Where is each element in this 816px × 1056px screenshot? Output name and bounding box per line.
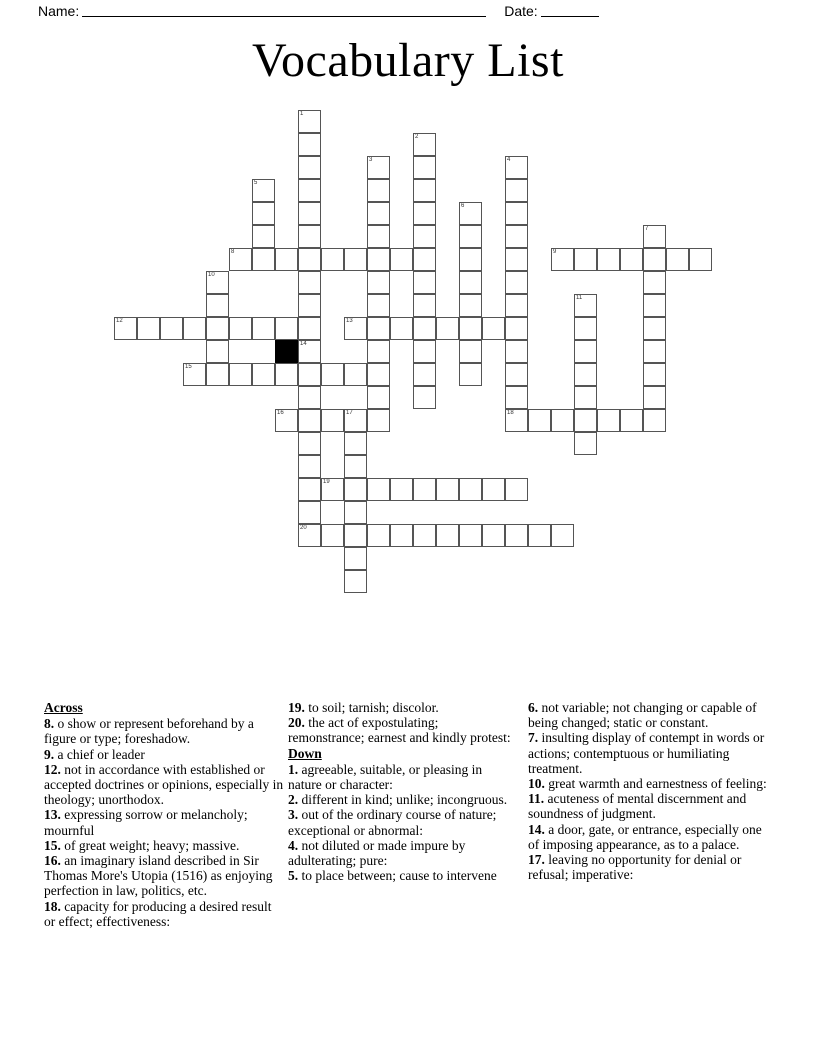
grid-cell[interactable] xyxy=(574,248,597,271)
clue-number: 8. xyxy=(44,716,58,732)
grid-cell[interactable] xyxy=(413,202,436,225)
grid-cell[interactable] xyxy=(505,409,528,432)
clue-item xyxy=(288,792,518,807)
grid-cell[interactable] xyxy=(298,248,321,271)
grid-cell-number: 11 xyxy=(576,295,583,301)
grid-cell[interactable] xyxy=(367,156,390,179)
grid-cell[interactable] xyxy=(344,409,367,432)
clue-text: an imaginary island described in Sir Thomas More's Utopia (1516) as enjoying perfection in law, politics, etc. xyxy=(44,853,273,899)
clue-text: leaving no opportunity for denial or refusal; imperative: xyxy=(528,852,742,883)
clue-text: capacity for producing a desired result or effect; effectiveness: xyxy=(44,898,272,929)
grid-cell[interactable] xyxy=(459,340,482,363)
grid-cell[interactable] xyxy=(367,248,390,271)
grid-cell-number: 6 xyxy=(461,203,465,209)
grid-cell[interactable] xyxy=(367,225,390,248)
grid-cell-number: 8 xyxy=(231,249,235,255)
grid-cell[interactable] xyxy=(505,363,528,386)
grid-cell-number: 20 xyxy=(300,525,307,531)
grid-cell-number: 16 xyxy=(277,410,284,416)
grid-cell-number: 12 xyxy=(116,318,123,324)
grid-cell[interactable] xyxy=(183,317,206,340)
grid-cell[interactable] xyxy=(505,225,528,248)
grid-cell[interactable] xyxy=(229,363,252,386)
down-heading: Down xyxy=(288,745,322,761)
grid-cell[interactable] xyxy=(160,317,183,340)
grid-cell[interactable] xyxy=(229,317,252,340)
grid-cell[interactable] xyxy=(390,248,413,271)
grid-cell[interactable] xyxy=(574,432,597,455)
grid-cell[interactable] xyxy=(298,524,321,547)
grid-cell[interactable] xyxy=(298,271,321,294)
grid-cell[interactable] xyxy=(413,317,436,340)
grid-cell[interactable] xyxy=(298,294,321,317)
grid-cell[interactable] xyxy=(344,455,367,478)
grid-cell[interactable] xyxy=(459,248,482,271)
clue-item xyxy=(288,715,518,745)
clue-item xyxy=(288,700,518,715)
grid-cell[interactable] xyxy=(321,409,344,432)
grid-cell[interactable] xyxy=(505,340,528,363)
clue-text: a door, gate, or entrance, especially one of imposing appearance, as to a palace. xyxy=(528,821,762,852)
clue-number: 20. xyxy=(288,715,309,731)
clue-item xyxy=(44,807,284,837)
grid-cell[interactable] xyxy=(643,409,666,432)
name-label: Name: xyxy=(38,3,80,19)
grid-cell[interactable] xyxy=(459,524,482,547)
grid-cell[interactable] xyxy=(298,340,321,363)
grid-cell[interactable] xyxy=(643,317,666,340)
clue-text: not variable; not changing or capable of being changed; static or constant. xyxy=(528,700,757,731)
grid-cell[interactable] xyxy=(574,294,597,317)
clue-item xyxy=(288,868,518,883)
grid-cell[interactable] xyxy=(390,317,413,340)
grid-cell[interactable] xyxy=(275,409,298,432)
clue-item xyxy=(44,899,284,929)
grid-cell[interactable] xyxy=(321,524,344,547)
grid-cell[interactable] xyxy=(298,202,321,225)
grid-cell[interactable] xyxy=(505,294,528,317)
grid-cell[interactable] xyxy=(206,271,229,294)
grid-cell[interactable] xyxy=(505,524,528,547)
grid-cell[interactable] xyxy=(367,386,390,409)
page-title: Vocabulary List xyxy=(252,34,564,87)
grid-cell[interactable] xyxy=(390,524,413,547)
grid-cell[interactable] xyxy=(436,524,459,547)
clue-column-right xyxy=(528,700,776,882)
grid-cell[interactable] xyxy=(459,271,482,294)
grid-cell[interactable] xyxy=(252,363,275,386)
grid-cell[interactable] xyxy=(252,317,275,340)
grid-cell[interactable] xyxy=(505,202,528,225)
clue-item xyxy=(288,807,518,837)
clue-text: to soil; tarnish; discolor. xyxy=(308,700,439,715)
clue-number: 2. xyxy=(288,792,302,808)
grid-cell[interactable] xyxy=(137,317,160,340)
clue-text: of great weight; heavy; massive. xyxy=(64,837,240,853)
grid-cell[interactable] xyxy=(298,317,321,340)
grid-cell[interactable] xyxy=(620,409,643,432)
grid-cell[interactable] xyxy=(643,248,666,271)
clue-item xyxy=(528,776,776,791)
clue-number: 9. xyxy=(44,746,58,762)
grid-cell[interactable] xyxy=(252,202,275,225)
grid-cell[interactable] xyxy=(505,156,528,179)
grid-cell[interactable] xyxy=(298,432,321,455)
clue-text: not diluted or made impure by adulterating; pure: xyxy=(288,837,466,869)
clue-number: 12. xyxy=(44,761,65,777)
grid-cell[interactable] xyxy=(367,409,390,432)
grid-cell[interactable] xyxy=(666,248,689,271)
grid-cell-number: 5 xyxy=(254,180,258,186)
grid-cell-number: 9 xyxy=(553,249,557,255)
grid-cell[interactable] xyxy=(390,478,413,501)
clue-number: 4. xyxy=(288,837,302,853)
grid-cell[interactable] xyxy=(482,317,505,340)
grid-cell-number: 14 xyxy=(300,341,307,347)
grid-cell[interactable] xyxy=(482,478,505,501)
grid-cell[interactable] xyxy=(436,478,459,501)
grid-cell[interactable] xyxy=(505,478,528,501)
grid-cell[interactable] xyxy=(551,248,574,271)
clue-number: 17. xyxy=(528,852,549,868)
clue-text: acuteness of mental discernment and soundness of judgment. xyxy=(528,791,747,822)
grid-cell[interactable] xyxy=(367,478,390,501)
grid-cell[interactable] xyxy=(298,179,321,202)
grid-cell[interactable] xyxy=(413,340,436,363)
grid-cell[interactable] xyxy=(367,271,390,294)
grid-cell[interactable] xyxy=(459,202,482,225)
grid-cell[interactable] xyxy=(344,524,367,547)
grid-cell-number: 3 xyxy=(369,157,373,163)
grid-cell[interactable] xyxy=(344,317,367,340)
grid-cell[interactable] xyxy=(620,248,643,271)
grid-cell[interactable] xyxy=(413,156,436,179)
clue-text: o show or represent beforehand by a figure or type; foreshadow. xyxy=(44,716,254,747)
grid-cell-number: 2 xyxy=(415,134,419,140)
grid-cell[interactable] xyxy=(298,225,321,248)
clue-lists xyxy=(0,700,816,960)
grid-cell[interactable] xyxy=(206,363,229,386)
clue-number: 5. xyxy=(288,868,302,884)
grid-cell[interactable] xyxy=(367,179,390,202)
grid-cell[interactable] xyxy=(505,248,528,271)
clue-number: 16. xyxy=(44,853,65,869)
grid-cell[interactable] xyxy=(413,294,436,317)
grid-cell[interactable] xyxy=(298,133,321,156)
grid-cell[interactable] xyxy=(413,133,436,156)
clue-number: 15. xyxy=(44,837,65,853)
grid-cell-number: 7 xyxy=(645,226,649,232)
clue-item xyxy=(44,838,284,853)
grid-cell[interactable] xyxy=(321,478,344,501)
grid-cell-number: 15 xyxy=(185,364,192,370)
grid-cell[interactable] xyxy=(689,248,712,271)
clue-number: 19. xyxy=(288,700,309,715)
date-label: Date: xyxy=(504,3,538,19)
grid-cell[interactable] xyxy=(344,432,367,455)
clue-number: 13. xyxy=(44,807,65,823)
grid-cell[interactable] xyxy=(252,248,275,271)
grid-cell[interactable] xyxy=(367,294,390,317)
clue-number: 11. xyxy=(528,791,548,807)
grid-cell[interactable] xyxy=(413,248,436,271)
grid-cell[interactable] xyxy=(574,386,597,409)
grid-cell[interactable] xyxy=(206,317,229,340)
across-heading: Across xyxy=(44,700,83,715)
clue-item xyxy=(44,853,284,899)
grid-cell[interactable] xyxy=(344,363,367,386)
grid-cell[interactable] xyxy=(413,179,436,202)
grid-cell[interactable] xyxy=(505,386,528,409)
grid-cell[interactable] xyxy=(574,409,597,432)
clue-item xyxy=(288,762,518,792)
grid-cell[interactable] xyxy=(252,179,275,202)
clue-number: 6. xyxy=(528,700,542,715)
grid-cell[interactable] xyxy=(344,570,367,593)
grid-cell[interactable] xyxy=(298,409,321,432)
grid-cell[interactable] xyxy=(367,317,390,340)
clue-number: 18. xyxy=(44,898,65,914)
grid-cell[interactable] xyxy=(183,363,206,386)
grid-cell-number: 10 xyxy=(208,272,215,278)
grid-cell[interactable] xyxy=(643,271,666,294)
grid-cell[interactable] xyxy=(551,524,574,547)
grid-cell-number: 18 xyxy=(507,410,514,416)
grid-cell[interactable] xyxy=(298,455,321,478)
grid-cell[interactable] xyxy=(367,340,390,363)
grid-cell[interactable] xyxy=(643,225,666,248)
grid-cell[interactable] xyxy=(298,478,321,501)
grid-cell[interactable] xyxy=(413,225,436,248)
grid-cell[interactable] xyxy=(344,501,367,524)
grid-cell[interactable] xyxy=(413,478,436,501)
grid-cell[interactable] xyxy=(459,363,482,386)
grid-cell[interactable] xyxy=(413,524,436,547)
clue-number: 1. xyxy=(288,761,302,777)
grid-cell[interactable] xyxy=(367,524,390,547)
grid-cell[interactable] xyxy=(367,202,390,225)
grid-cell[interactable] xyxy=(505,317,528,340)
clue-item xyxy=(528,730,776,776)
grid-cell[interactable] xyxy=(114,317,137,340)
grid-cell[interactable] xyxy=(459,478,482,501)
clue-item xyxy=(288,838,518,868)
grid-cell[interactable] xyxy=(298,363,321,386)
grid-cell[interactable] xyxy=(413,271,436,294)
grid-cell[interactable] xyxy=(643,386,666,409)
clue-column-left xyxy=(44,700,284,929)
grid-cell[interactable] xyxy=(643,363,666,386)
grid-cell[interactable] xyxy=(275,248,298,271)
grid-cell-number: 17 xyxy=(346,410,353,416)
clue-item xyxy=(528,822,776,852)
grid-cell-number: 13 xyxy=(346,318,353,324)
clue-number: 10. xyxy=(528,776,549,792)
grid-cell[interactable] xyxy=(459,317,482,340)
clue-number: 7. xyxy=(528,730,542,746)
clue-text: to place between; cause to intervene xyxy=(301,868,497,884)
grid-cell[interactable] xyxy=(482,524,505,547)
clue-item xyxy=(528,791,776,821)
clue-number: 14. xyxy=(528,821,549,837)
grid-cell[interactable] xyxy=(298,156,321,179)
grid-cell[interactable] xyxy=(344,248,367,271)
grid-cell[interactable] xyxy=(413,363,436,386)
grid-cell[interactable] xyxy=(321,248,344,271)
clue-item xyxy=(44,716,284,746)
clue-item xyxy=(528,700,776,730)
grid-cell[interactable] xyxy=(206,294,229,317)
grid-cell[interactable] xyxy=(643,340,666,363)
grid-cell[interactable] xyxy=(574,340,597,363)
clue-text: great warmth and earnestness of feeling: xyxy=(548,776,767,792)
clue-item xyxy=(44,762,284,808)
grid-cell[interactable] xyxy=(643,294,666,317)
grid-cell[interactable] xyxy=(275,363,298,386)
grid-cell[interactable] xyxy=(574,317,597,340)
grid-cell[interactable] xyxy=(597,409,620,432)
grid-cell[interactable] xyxy=(413,386,436,409)
clue-text: the act of expostulating; remonstrance; earnest and kindly protest: xyxy=(288,715,511,746)
grid-cell[interactable] xyxy=(252,225,275,248)
grid-cell-blocked xyxy=(275,340,298,363)
grid-cell[interactable] xyxy=(298,386,321,409)
grid-cell[interactable] xyxy=(321,363,344,386)
grid-cell[interactable] xyxy=(436,317,459,340)
clue-column-middle xyxy=(288,700,518,883)
grid-cell[interactable] xyxy=(298,110,321,133)
grid-cell-number: 1 xyxy=(300,111,304,117)
grid-cell[interactable] xyxy=(459,294,482,317)
grid-cell[interactable] xyxy=(298,501,321,524)
grid-cell[interactable] xyxy=(528,524,551,547)
grid-cell[interactable] xyxy=(574,363,597,386)
clue-text: expressing sorrow or melancholy; mournful xyxy=(44,807,248,838)
clue-text: insulting display of contempt in words or actions; contemptuous or humiliating treatment. xyxy=(528,730,765,776)
grid-cell[interactable] xyxy=(206,340,229,363)
grid-cell[interactable] xyxy=(344,478,367,501)
clue-item xyxy=(528,852,776,882)
grid-cell[interactable] xyxy=(505,179,528,202)
grid-cell[interactable] xyxy=(275,317,298,340)
grid-cell-number: 19 xyxy=(323,479,330,485)
clue-text: a chief or leader xyxy=(57,746,145,762)
grid-cell[interactable] xyxy=(459,225,482,248)
grid-cell[interactable] xyxy=(367,363,390,386)
grid-cell[interactable] xyxy=(505,271,528,294)
clue-item xyxy=(44,747,284,762)
grid-cell[interactable] xyxy=(597,248,620,271)
clue-number: 3. xyxy=(288,807,302,823)
clue-text: different in kind; unlike; incongruous. xyxy=(301,792,508,808)
clue-text: out of the ordinary course of nature; exceptional or abnormal: xyxy=(288,807,497,838)
grid-cell-number: 4 xyxy=(507,157,511,163)
grid-cell[interactable] xyxy=(528,409,551,432)
clue-text: agreeable, suitable, or pleasing in nature or character: xyxy=(288,761,483,793)
grid-cell[interactable] xyxy=(344,547,367,570)
grid-cell[interactable] xyxy=(229,248,252,271)
grid-cell[interactable] xyxy=(551,409,574,432)
clue-text: not in accordance with established or accepted doctrines or opinions, especially in theology; unorthodox. xyxy=(44,761,284,808)
